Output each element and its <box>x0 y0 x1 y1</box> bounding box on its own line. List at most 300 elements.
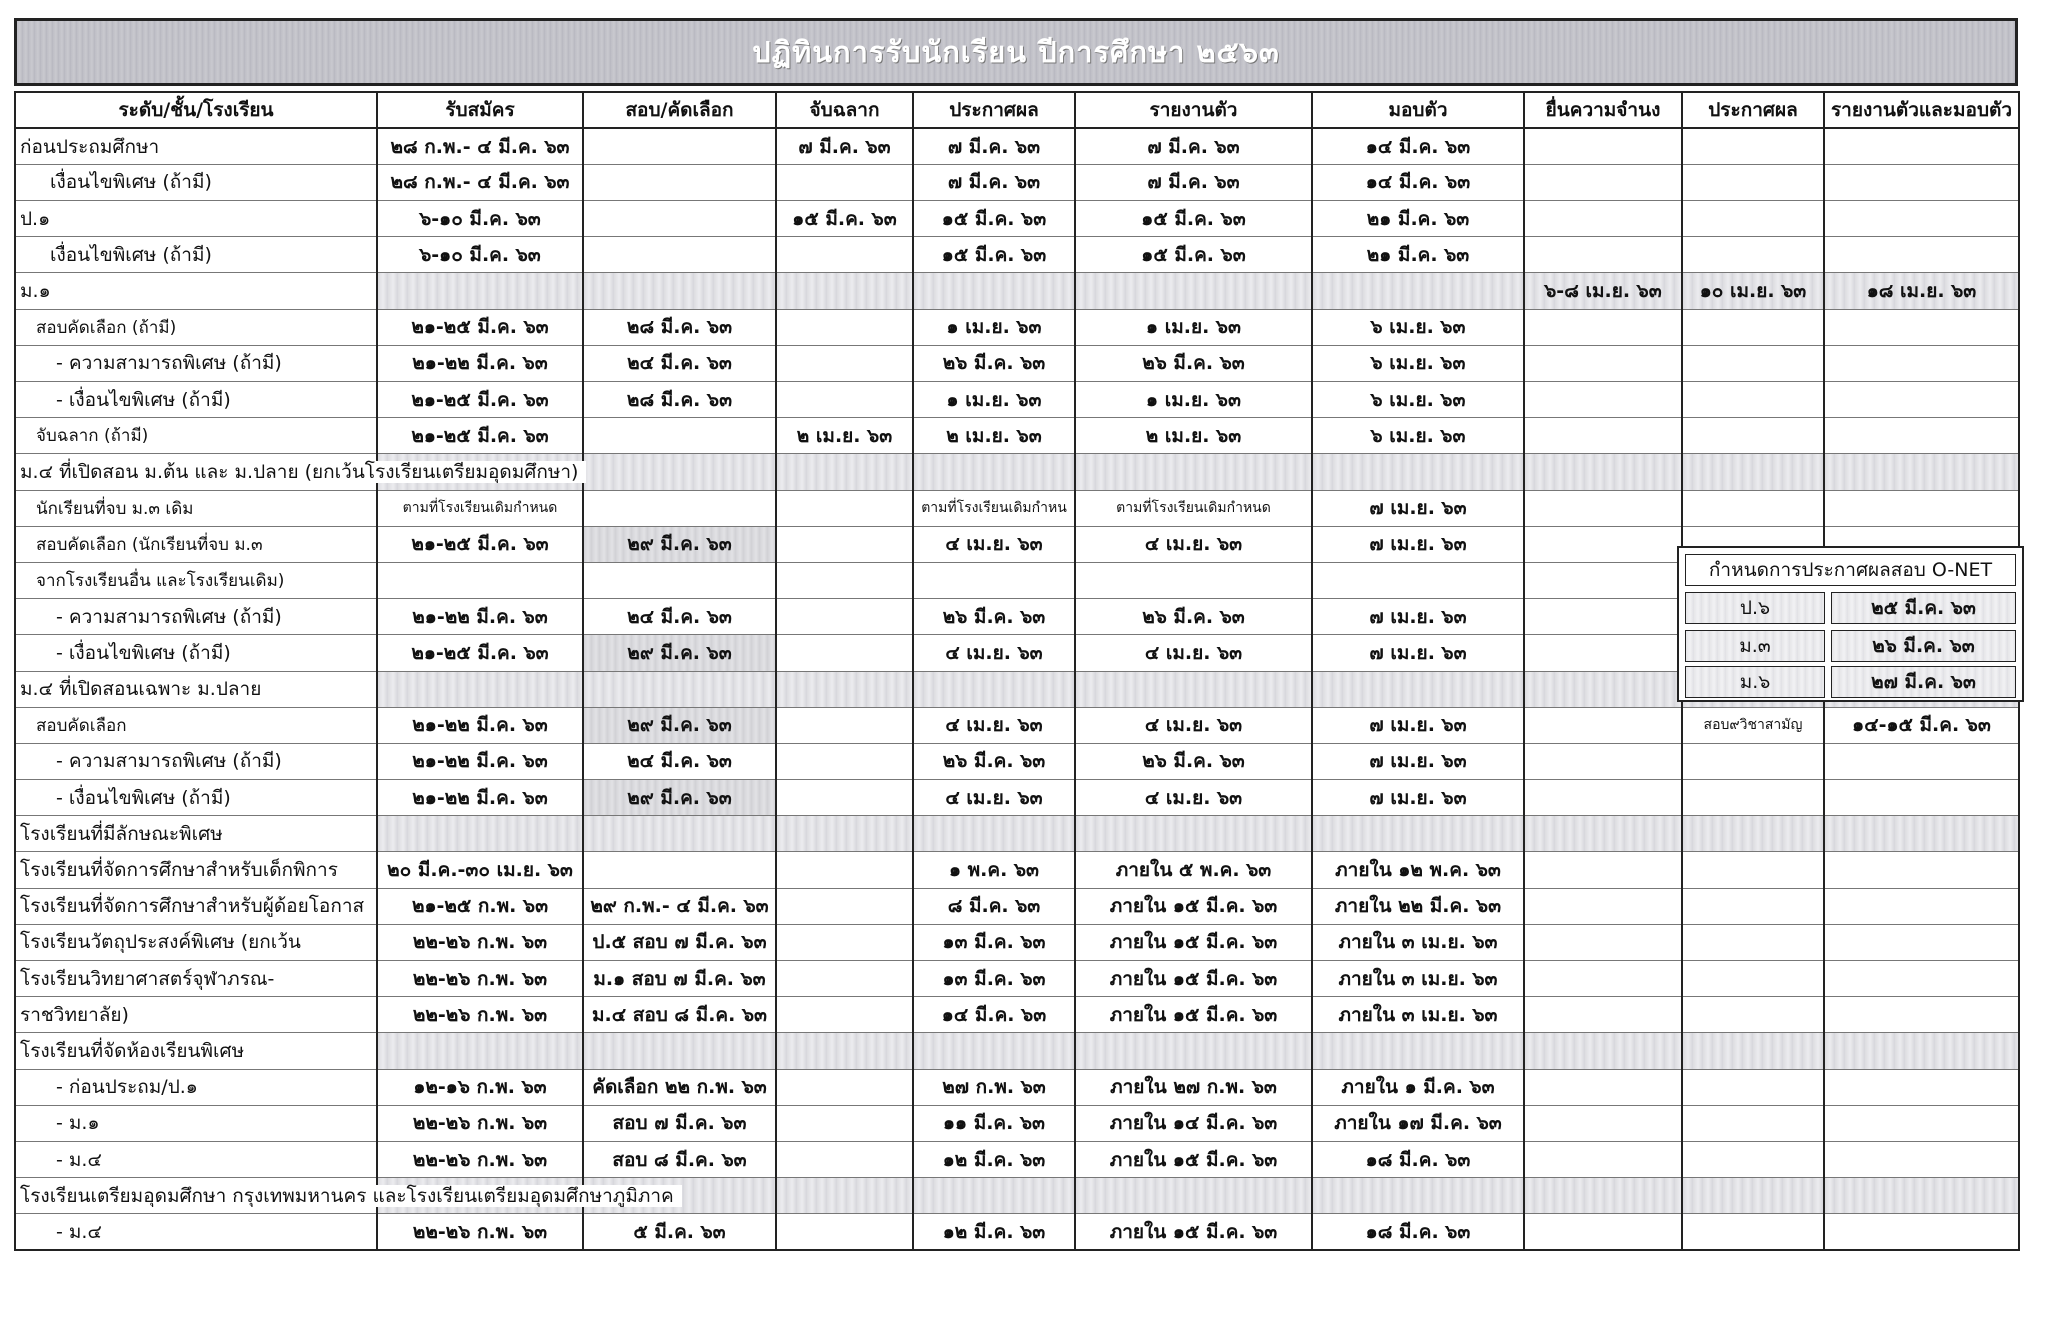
table-cell: ๒๘ ก.พ.- ๔ มี.ค. ๖๓ <box>377 128 583 164</box>
table-cell <box>1075 671 1312 707</box>
row-label: เงื่อนไขพิเศษ (ถ้ามี) <box>15 237 377 273</box>
table-cell <box>1824 888 2019 924</box>
table-cell <box>776 454 913 490</box>
table-cell: ๒๑-๒๕ มี.ค. ๖๓ <box>377 382 583 418</box>
table-row <box>15 128 2019 164</box>
table-cell <box>1524 382 1682 418</box>
table-cell: ๒๑-๒๒ มี.ค. ๖๓ <box>377 707 583 743</box>
table-cell: ๒๑-๒๕ ก.พ. ๖๓ <box>377 888 583 924</box>
table-cell <box>776 852 913 888</box>
table-cell <box>583 273 776 309</box>
row-label: โรงเรียนวิทยาศาสตร์จุฬาภรณ- <box>15 961 377 997</box>
table-cell: ๒๙ มี.ค. ๖๓ <box>583 526 776 562</box>
table-cell: ๗ เม.ย. ๖๓ <box>1312 599 1524 635</box>
table-cell: ๖ เม.ย. ๖๓ <box>1312 382 1524 418</box>
table-cell: ๑๒ มี.ค. ๖๓ <box>913 1141 1075 1177</box>
table-cell <box>1682 1105 1824 1141</box>
table-cell: ๖ เม.ย. ๖๓ <box>1312 309 1524 345</box>
row-label: จับฉลาก (ถ้ามี) <box>15 418 377 454</box>
onet-date: ๒๗ มี.ค. ๖๓ <box>1831 666 2016 698</box>
table-cell <box>1682 1069 1824 1105</box>
table-cell <box>377 1033 583 1069</box>
table-cell: ๑๔ มี.ค. ๖๓ <box>913 997 1075 1033</box>
table-cell <box>1682 309 1824 345</box>
table-cell <box>1075 562 1312 598</box>
table-cell <box>583 562 776 598</box>
table-cell <box>1824 382 2019 418</box>
section-label-text: โรงเรียนเตรียมอุดมศึกษา กรุงเทพมหานคร และโรงเรียนเตรียมอุดมศึกษาภูมิภาค <box>20 1185 682 1207</box>
row-label: - ม.๔ <box>15 1141 377 1177</box>
table-cell <box>1312 816 1524 852</box>
table-cell <box>776 237 913 273</box>
table-cell <box>583 164 776 200</box>
table-cell: ๑ พ.ค. ๖๓ <box>913 852 1075 888</box>
col-header-level: ระดับ/ชั้น/โรงเรียน <box>15 92 377 128</box>
table-cell <box>1312 273 1524 309</box>
schedule-sheet <box>14 18 2024 1318</box>
table-cell: ๑๕ มี.ค. ๖๓ <box>1075 201 1312 237</box>
table-cell <box>583 671 776 707</box>
table-cell: ๒๔ มี.ค. ๖๓ <box>583 743 776 779</box>
table-row <box>15 961 2019 997</box>
table-cell: ตามที่โรงเรียนเดิมกำหนด <box>377 490 583 526</box>
row-label: โรงเรียนวัตถุประสงค์พิเศษ (ยกเว้น <box>15 924 377 960</box>
table-cell: ๒๒-๒๖ ก.พ. ๖๓ <box>377 961 583 997</box>
table-cell: ๒๒-๒๖ ก.พ. ๖๓ <box>377 1141 583 1177</box>
row-label: - ความสามารถพิเศษ (ถ้ามี) <box>15 743 377 779</box>
table-cell: ๑๕ มี.ค. ๖๓ <box>1075 237 1312 273</box>
table-cell <box>776 924 913 960</box>
table-cell: ๒๑-๒๕ มี.ค. ๖๓ <box>377 635 583 671</box>
table-cell <box>583 237 776 273</box>
table-row <box>15 382 2019 418</box>
table-cell <box>913 562 1075 598</box>
table-cell <box>377 273 583 309</box>
row-label: ป.๑ <box>15 201 377 237</box>
table-cell <box>1824 345 2019 381</box>
col-header-report-handover: รายงานตัวและมอบตัว <box>1824 92 2019 128</box>
table-cell: ภายใน ๑๕ มี.ค. ๖๓ <box>1075 961 1312 997</box>
row-label: ก่อนประถมศึกษา <box>15 128 377 164</box>
section-label <box>15 671 377 707</box>
table-cell: ๒๙ ก.พ.- ๔ มี.ค. ๖๓ <box>583 888 776 924</box>
table-cell: ๔ เม.ย. ๖๓ <box>913 707 1075 743</box>
table-cell <box>1824 237 2019 273</box>
table-cell: ๔ เม.ย. ๖๓ <box>1075 780 1312 816</box>
table-cell: ๗ มี.ค. ๖๓ <box>1075 164 1312 200</box>
table-cell <box>1524 309 1682 345</box>
section-label <box>15 1178 674 1214</box>
table-row <box>15 418 2019 454</box>
table-cell: ๒๑-๒๒ มี.ค. ๖๓ <box>377 743 583 779</box>
table-cell: ๑ เม.ย. ๖๓ <box>913 309 1075 345</box>
table-cell <box>776 382 913 418</box>
table-cell <box>1524 526 1682 562</box>
table-cell: ๑๘ มี.ค. ๖๓ <box>1312 1141 1524 1177</box>
table-cell: ๒๖ มี.ค. ๖๓ <box>1075 345 1312 381</box>
table-cell: ๒๔ มี.ค. ๖๓ <box>583 599 776 635</box>
table-cell <box>776 1033 913 1069</box>
table-cell <box>1824 924 2019 960</box>
table-cell <box>1824 1105 2019 1141</box>
table-cell <box>1824 1178 2019 1214</box>
table-cell: ภายใน ๒๗ ก.พ. ๖๓ <box>1075 1069 1312 1105</box>
table-cell <box>776 743 913 779</box>
table-cell: ๖ เม.ย. ๖๓ <box>1312 345 1524 381</box>
table-cell <box>1824 454 2019 490</box>
table-cell <box>1312 671 1524 707</box>
table-cell <box>1682 164 1824 200</box>
table-cell: ๔ เม.ย. ๖๓ <box>1075 526 1312 562</box>
table-cell <box>1682 924 1824 960</box>
table-cell: ภายใน ๑๕ มี.ค. ๖๓ <box>1075 888 1312 924</box>
table-cell <box>377 562 583 598</box>
table-cell <box>1524 780 1682 816</box>
table-cell: ๗ เม.ย. ๖๓ <box>1312 707 1524 743</box>
onet-title: กำหนดการประกาศผลสอบ O-NET <box>1685 554 2016 586</box>
table-cell: ๒๖ มี.ค. ๖๓ <box>1075 743 1312 779</box>
table-cell <box>1824 309 2019 345</box>
table-cell <box>1312 1033 1524 1069</box>
table-cell: ๘ มี.ค. ๖๓ <box>913 888 1075 924</box>
table-cell <box>1312 562 1524 598</box>
table-cell: ภายใน ๕ พ.ค. ๖๓ <box>1075 852 1312 888</box>
table-cell: ๒๒-๒๖ ก.พ. ๖๓ <box>377 1105 583 1141</box>
table-cell <box>1824 852 2019 888</box>
table-cell <box>583 128 776 164</box>
table-cell: ๔ เม.ย. ๖๓ <box>913 780 1075 816</box>
table-cell <box>1524 164 1682 200</box>
table-cell <box>913 1178 1075 1214</box>
table-cell <box>776 1141 913 1177</box>
table-cell <box>583 418 776 454</box>
table-cell: ๒๘ มี.ค. ๖๓ <box>583 309 776 345</box>
table-cell: ๒๑ มี.ค. ๖๓ <box>1312 201 1524 237</box>
table-cell: ๒๗ ก.พ. ๖๓ <box>913 1069 1075 1105</box>
table-cell: ภายใน ๑๕ มี.ค. ๖๓ <box>1075 1141 1312 1177</box>
table-cell: ๑๒-๑๖ ก.พ. ๖๓ <box>377 1069 583 1105</box>
table-cell <box>1524 1069 1682 1105</box>
table-cell <box>583 1033 776 1069</box>
table-cell: ภายใน ๓ เม.ย. ๖๓ <box>1312 924 1524 960</box>
table-cell <box>583 852 776 888</box>
table-cell: ๑๓ มี.ค. ๖๓ <box>913 924 1075 960</box>
table-cell: ๑ เม.ย. ๖๓ <box>913 382 1075 418</box>
table-row <box>15 852 2019 888</box>
table-cell: ๑๔ มี.ค. ๖๓ <box>1312 164 1524 200</box>
table-cell: ๑ เม.ย. ๖๓ <box>1075 309 1312 345</box>
table-cell <box>1524 201 1682 237</box>
col-header-report: รายงานตัว <box>1075 92 1312 128</box>
table-cell <box>1824 1033 2019 1069</box>
table-cell <box>1824 164 2019 200</box>
table-cell <box>1682 1178 1824 1214</box>
table-cell: ภายใน ๑๔ มี.ค. ๖๓ <box>1075 1105 1312 1141</box>
table-row <box>15 201 2019 237</box>
table-cell <box>1824 997 2019 1033</box>
section-row <box>15 816 2019 852</box>
table-cell: ๒๖ มี.ค. ๖๓ <box>913 743 1075 779</box>
row-label: ราชวิทยาลัย) <box>15 997 377 1033</box>
row-label: - ความสามารถพิเศษ (ถ้ามี) <box>15 345 377 381</box>
section-label <box>15 816 377 852</box>
table-cell <box>776 1069 913 1105</box>
table-cell <box>1524 345 1682 381</box>
table-row <box>15 490 2019 526</box>
table-cell: ๑๕ มี.ค. ๖๓ <box>776 201 913 237</box>
table-cell <box>913 671 1075 707</box>
table-cell: ๕ มี.ค. ๖๓ <box>583 1214 776 1250</box>
table-cell: ๔ เม.ย. ๖๓ <box>913 635 1075 671</box>
table-cell <box>776 888 913 924</box>
table-cell: ๒๑ มี.ค. ๖๓ <box>1312 237 1524 273</box>
table-cell: ๒๑-๒๕ มี.ค. ๖๓ <box>377 526 583 562</box>
table-cell <box>1075 454 1312 490</box>
section-label <box>15 1033 377 1069</box>
table-row <box>15 1105 2019 1141</box>
table-row <box>15 345 2019 381</box>
section-label-text: โรงเรียนที่จัดห้องเรียนพิเศษ <box>20 1040 252 1062</box>
table-cell <box>913 816 1075 852</box>
table-cell: สอบ ๘ มี.ค. ๖๓ <box>583 1141 776 1177</box>
table-cell: ภายใน ๑๕ มี.ค. ๖๓ <box>1075 924 1312 960</box>
table-cell <box>1524 1033 1682 1069</box>
table-cell <box>1682 743 1824 779</box>
col-header-announce-2: ประกาศผล <box>1682 92 1824 128</box>
table-cell <box>1824 490 2019 526</box>
table-cell <box>1824 128 2019 164</box>
onet-row <box>1685 630 2016 662</box>
table-cell <box>1524 1178 1682 1214</box>
table-cell <box>1682 1141 1824 1177</box>
onet-announcement-box <box>1677 546 2024 702</box>
col-header-lottery: จับฉลาก <box>776 92 913 128</box>
table-header-row <box>15 92 2019 128</box>
table-cell <box>1312 454 1524 490</box>
table-cell <box>1682 1033 1824 1069</box>
table-cell <box>776 671 913 707</box>
table-row <box>15 309 2019 345</box>
table-row <box>15 1141 2019 1177</box>
table-cell: ๒๒-๒๖ ก.พ. ๖๓ <box>377 1214 583 1250</box>
table-cell: ๗ เม.ย. ๖๓ <box>1312 490 1524 526</box>
table-cell <box>776 599 913 635</box>
onet-level: ม.๖ <box>1685 666 1825 698</box>
table-cell: ๒๐ มี.ค.-๓๐ เม.ย. ๖๓ <box>377 852 583 888</box>
table-cell <box>776 526 913 562</box>
table-cell <box>776 707 913 743</box>
table-cell: ม.๑ สอบ ๗ มี.ค. ๖๓ <box>583 961 776 997</box>
row-label: จากโรงเรียนอื่น และโรงเรียนเดิม) <box>15 562 377 598</box>
table-cell: ๒๑-๒๒ มี.ค. ๖๓ <box>377 780 583 816</box>
table-cell <box>776 164 913 200</box>
table-cell <box>583 454 776 490</box>
table-cell <box>776 780 913 816</box>
table-cell: ๑๔-๑๕ มี.ค. ๖๓ <box>1824 707 2019 743</box>
table-row <box>15 743 2019 779</box>
table-cell <box>1682 490 1824 526</box>
table-cell <box>776 961 913 997</box>
table-cell: ภายใน ๑๗ มี.ค. ๖๓ <box>1312 1105 1524 1141</box>
table-cell: สอบ ๗ มี.ค. ๖๓ <box>583 1105 776 1141</box>
table-cell <box>776 816 913 852</box>
row-label: โรงเรียนที่จัดการศึกษาสำหรับเด็กพิการ <box>15 852 377 888</box>
table-cell <box>1524 454 1682 490</box>
table-cell <box>776 1178 913 1214</box>
table-cell <box>1524 961 1682 997</box>
table-cell <box>1682 454 1824 490</box>
table-cell: ภายใน ๓ เม.ย. ๖๓ <box>1312 961 1524 997</box>
table-cell: ๔ เม.ย. ๖๓ <box>1075 635 1312 671</box>
table-cell: ๖-๘ เม.ย. ๖๓ <box>1524 273 1682 309</box>
section-label-text: ม.๑ <box>20 280 59 302</box>
onet-date: ๒๖ มี.ค. ๖๓ <box>1831 630 2016 662</box>
row-label: โรงเรียนที่จัดการศึกษาสำหรับผู้ด้อยโอกาส <box>15 888 377 924</box>
table-cell <box>1824 743 2019 779</box>
table-cell <box>583 816 776 852</box>
table-cell: ๒๘ มี.ค. ๖๓ <box>583 382 776 418</box>
table-cell: ๑๔ มี.ค. ๖๓ <box>1312 128 1524 164</box>
section-row <box>15 1033 2019 1069</box>
table-cell: ๗ มี.ค. ๖๓ <box>1075 128 1312 164</box>
table-cell: ๑ เม.ย. ๖๓ <box>1075 382 1312 418</box>
table-cell: ๒ เม.ย. ๖๓ <box>913 418 1075 454</box>
table-cell: ภายใน ๑ มี.ค. ๖๓ <box>1312 1069 1524 1105</box>
section-row <box>15 273 2019 309</box>
table-cell: ม.๔ สอบ ๘ มี.ค. ๖๓ <box>583 997 776 1033</box>
table-cell <box>776 635 913 671</box>
page-title: ปฏิทินการรับนักเรียน ปีการศึกษา ๒๕๖๓ <box>14 18 2018 86</box>
table-cell: ๗ เม.ย. ๖๓ <box>1312 526 1524 562</box>
table-cell <box>1524 1105 1682 1141</box>
col-header-request: ยื่นความจำนง <box>1524 92 1682 128</box>
table-cell: ๒๙ มี.ค. ๖๓ <box>583 635 776 671</box>
row-label: สอบคัดเลือก <box>15 707 377 743</box>
table-cell: ๒๘ ก.พ.- ๔ มี.ค. ๖๓ <box>377 164 583 200</box>
row-label: - ม.๑ <box>15 1105 377 1141</box>
table-cell <box>1075 1178 1312 1214</box>
table-cell: ภายใน ๑๕ มี.ค. ๖๓ <box>1075 1214 1312 1250</box>
table-cell <box>1682 997 1824 1033</box>
table-cell <box>1824 961 2019 997</box>
table-cell: ๒๙ มี.ค. ๖๓ <box>583 707 776 743</box>
onet-row <box>1685 592 2016 624</box>
row-label: สอบคัดเลือก (นักเรียนที่จบ ม.๓ <box>15 526 377 562</box>
table-cell <box>1824 201 2019 237</box>
row-label: - ก่อนประถม/ป.๑ <box>15 1069 377 1105</box>
table-row <box>15 997 2019 1033</box>
table-cell <box>1682 888 1824 924</box>
col-header-announce: ประกาศผล <box>913 92 1075 128</box>
table-row <box>15 888 2019 924</box>
table-cell <box>377 671 583 707</box>
table-row <box>15 237 2019 273</box>
table-cell <box>1824 418 2019 454</box>
table-cell: ๑๕ มี.ค. ๖๓ <box>913 237 1075 273</box>
table-cell <box>377 816 583 852</box>
table-cell <box>1682 1214 1824 1250</box>
table-cell <box>1524 997 1682 1033</box>
row-label: - ความสามารถพิเศษ (ถ้ามี) <box>15 599 377 635</box>
table-cell <box>1524 128 1682 164</box>
table-cell <box>1682 128 1824 164</box>
section-label-text: ม.๔ ที่เปิดสอนเฉพาะ ม.ปลาย <box>20 678 269 700</box>
table-cell: ๒ เม.ย. ๖๓ <box>776 418 913 454</box>
table-cell <box>776 1105 913 1141</box>
table-cell: ๒๑-๒๒ มี.ค. ๖๓ <box>377 345 583 381</box>
row-label: - เงื่อนไขพิเศษ (ถ้ามี) <box>15 780 377 816</box>
row-label: - ม.๔ <box>15 1214 377 1250</box>
table-cell: ภายใน ๑๒ พ.ค. ๖๓ <box>1312 852 1524 888</box>
table-cell <box>776 345 913 381</box>
section-label-text: ม.๔ ที่เปิดสอน ม.ต้น และ ม.ปลาย (ยกเว้นโรงเรียนเตรียมอุดมศึกษา) <box>20 461 586 483</box>
table-row <box>15 924 2019 960</box>
table-cell: ๑๑ มี.ค. ๖๓ <box>913 1105 1075 1141</box>
table-cell <box>1524 562 1682 598</box>
table-cell <box>776 490 913 526</box>
table-cell <box>1524 1141 1682 1177</box>
table-cell: ๗ มี.ค. ๖๓ <box>776 128 913 164</box>
onet-row <box>1685 666 2016 698</box>
table-cell <box>1075 816 1312 852</box>
table-cell <box>1524 1214 1682 1250</box>
table-cell <box>1524 743 1682 779</box>
table-cell <box>1824 1141 2019 1177</box>
table-cell: ๒๑-๒๕ มี.ค. ๖๓ <box>377 418 583 454</box>
table-cell: ๖-๑๐ มี.ค. ๖๓ <box>377 201 583 237</box>
table-cell <box>1824 816 2019 852</box>
table-cell: ๔ เม.ย. ๖๓ <box>1075 707 1312 743</box>
table-cell: ๒๖ มี.ค. ๖๓ <box>913 345 1075 381</box>
table-cell: ๒๑-๒๒ มี.ค. ๖๓ <box>377 599 583 635</box>
table-cell: คัดเลือก ๒๒ ก.พ. ๖๓ <box>583 1069 776 1105</box>
table-cell: ๑๐ เม.ย. ๖๓ <box>1682 273 1824 309</box>
table-cell: สอบ๙วิชาสามัญ <box>1682 707 1824 743</box>
table-cell <box>583 201 776 237</box>
row-label: เงื่อนไขพิเศษ (ถ้ามี) <box>15 164 377 200</box>
table-row <box>15 1214 2019 1250</box>
table-cell: ภายใน ๑๕ มี.ค. ๖๓ <box>1075 997 1312 1033</box>
table-cell <box>1524 418 1682 454</box>
table-cell: ๒๙ มี.ค. ๖๓ <box>583 780 776 816</box>
table-cell <box>1524 671 1682 707</box>
table-cell: ๑๘ มี.ค. ๖๓ <box>1312 1214 1524 1250</box>
table-cell <box>776 273 913 309</box>
table-cell: ๗ มี.ค. ๖๓ <box>913 128 1075 164</box>
table-cell <box>913 454 1075 490</box>
onet-level: ม.๓ <box>1685 630 1825 662</box>
onet-level: ป.๖ <box>1685 592 1825 624</box>
table-cell: ๗ เม.ย. ๖๓ <box>1312 743 1524 779</box>
table-cell <box>1524 490 1682 526</box>
table-cell <box>1524 237 1682 273</box>
section-label <box>15 273 377 309</box>
table-cell <box>1682 345 1824 381</box>
col-header-exam: สอบ/คัดเลือก <box>583 92 776 128</box>
col-header-apply: รับสมัคร <box>377 92 583 128</box>
table-cell <box>1682 852 1824 888</box>
table-cell: ตามที่โรงเรียนเดิมกำหน <box>913 490 1075 526</box>
table-cell <box>1682 961 1824 997</box>
table-cell <box>1075 1033 1312 1069</box>
table-cell: ภายใน ๒๒ มี.ค. ๖๓ <box>1312 888 1524 924</box>
table-row <box>15 1069 2019 1105</box>
table-cell <box>1524 635 1682 671</box>
table-cell <box>913 1033 1075 1069</box>
table-cell: ๒๒-๒๖ ก.พ. ๖๓ <box>377 924 583 960</box>
table-cell <box>1524 599 1682 635</box>
table-cell: ๒ เม.ย. ๖๓ <box>1075 418 1312 454</box>
